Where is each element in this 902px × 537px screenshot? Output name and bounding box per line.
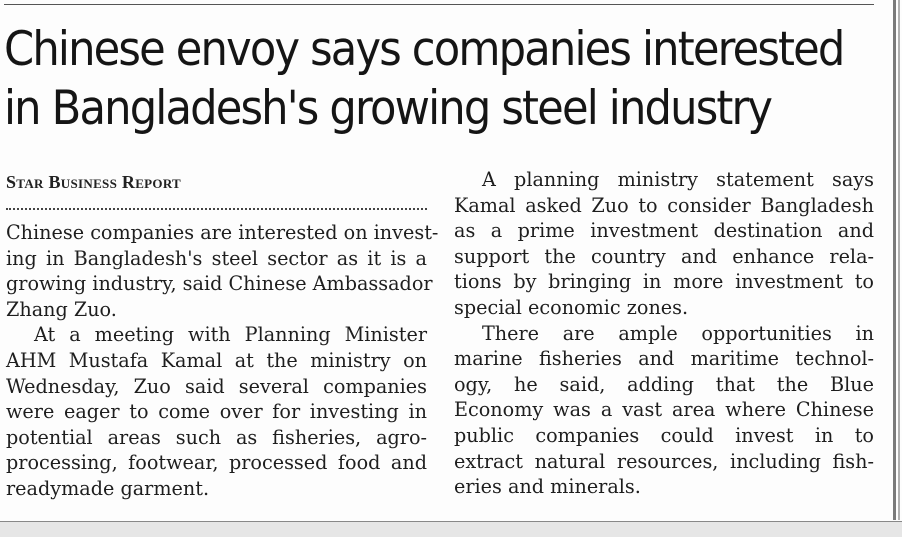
headline-line-1: Chinese envoy says companies interested: [4, 22, 844, 77]
text-line: special economic zones.: [454, 295, 689, 319]
text-line: were eager to come over for investing in: [6, 400, 427, 424]
paragraph: [454, 167, 874, 321]
text-line: ing in Bangladesh's steel sector as it is a: [6, 246, 427, 270]
dotted-rule: [6, 208, 427, 210]
text-line: There are ample opportunities in: [482, 321, 874, 345]
text-line: support the country and enhance rela-: [454, 244, 874, 268]
paragraph: [454, 321, 874, 500]
text-line: processing, footwear, processed food and: [6, 451, 427, 475]
text-line: growing industry, said Chinese Ambassador: [6, 272, 433, 296]
paragraph: [6, 220, 439, 322]
top-rule: [4, 4, 874, 5]
right-column: [454, 167, 874, 500]
text-line: Kamal asked Zuo to consider Bangladesh: [454, 193, 874, 217]
headline-line-2: in Bangladesh's growing steel industry: [4, 81, 772, 136]
text-line: marine fisheries and maritime technol-: [454, 347, 874, 371]
text-line: A planning ministry statement says: [482, 168, 874, 191]
text-line: Economy was a vast area where Chinese: [454, 398, 874, 422]
text-line: At a meeting with Planning Minister: [34, 323, 427, 347]
right-border: [893, 0, 896, 520]
left-column: [6, 220, 439, 502]
text-line: Wednesday, Zuo said several companies: [6, 374, 427, 398]
text-line: Chinese companies are interested on invest-: [6, 221, 439, 244]
text-line: extract natural resources, including fish-: [454, 449, 874, 473]
text-line: public companies could invest in to: [454, 423, 874, 447]
text-line: tions by bringing in more investment to: [454, 270, 874, 294]
paragraph: [6, 322, 427, 501]
text-line: ogy, he said, adding that the Blue: [454, 372, 874, 396]
text-line: eries and minerals.: [454, 475, 641, 499]
right-border-inner: [898, 0, 900, 520]
text-line: readymade garment.: [6, 476, 210, 500]
text-line: AHM Mustafa Kamal at the ministry on: [6, 348, 427, 372]
text-line: potential areas such as fisheries, agro-: [6, 425, 427, 449]
byline: Star Business Report: [6, 172, 182, 192]
headline: [4, 20, 844, 138]
text-line: Zhang Zuo.: [6, 297, 117, 321]
text-line: as a prime investment destination and: [454, 219, 874, 243]
bottom-border: [0, 521, 902, 537]
